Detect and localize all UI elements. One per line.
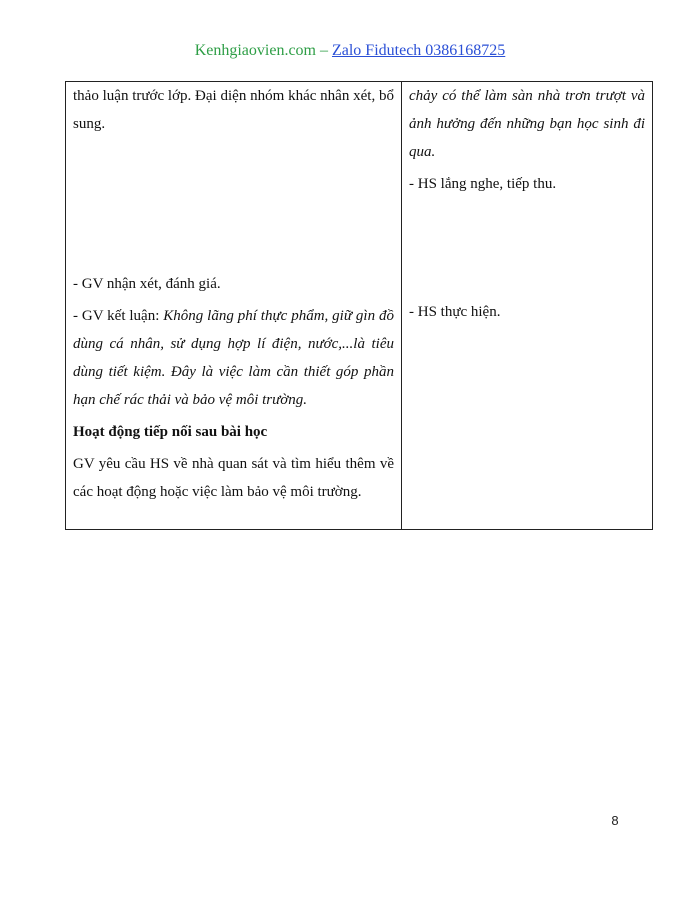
student-listen: - HS lắng nghe, tiếp thu. [409,176,557,192]
table-row [66,82,653,530]
header-separator: – [315,42,332,59]
header-contact-link[interactable]: Zalo Fidutech 0386168725 [331,42,506,59]
student-activity-cell [402,82,653,530]
discussion-paragraph: thảo luận trước lớp. Đại diện nhóm khác nhân xét, bổ sung. [73,88,394,132]
spacer [409,198,645,298]
teacher-activity-cell [66,82,402,530]
student-perform: - HS thực hiện. [409,304,501,320]
followup-heading: Hoạt động tiếp nối sau bài học [73,424,268,440]
header-site: Kenhgiaovien.com [194,42,316,59]
teacher-conclusion [73,302,394,414]
student-answer: chảy có thể làm sàn nhà trơn trượt và ảnh hưởng đến những bạn học sinh đi qua. [409,88,645,160]
conclusion-prefix: - GV kết luận: [73,308,164,324]
conclusion-text: Không lãng phí thực phẩm, giữ gìn đồ dùng cá nhân, sử dụng hợp lí điện, nước,...là tiêu dùng tiết kiệm. Đây là việc làm cần thiết góp phần hạn chế rác thải và bảo vệ môi trường. [73,308,394,408]
teacher-feedback: - GV nhận xét, đánh giá. [73,276,221,292]
page-number: 8 [611,813,619,828]
followup-instruction: GV yêu cầu HS về nhà quan sát và tìm hiểu thêm về các hoạt động hoặc việc làm bảo vệ môi trường. [73,456,394,500]
lesson-table [65,81,653,530]
page-header [0,41,700,61]
spacer [73,138,394,270]
